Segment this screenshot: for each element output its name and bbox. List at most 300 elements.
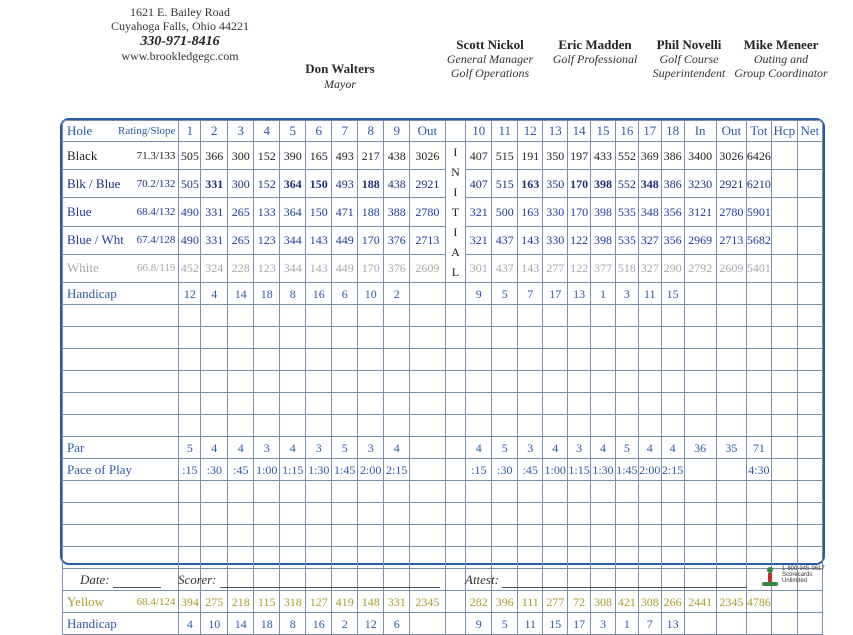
score-entry-cell[interactable]	[228, 415, 254, 437]
score-entry-cell[interactable]	[638, 305, 661, 327]
out-cell[interactable]	[410, 371, 445, 393]
score-entry-cell[interactable]	[228, 503, 254, 525]
score-entry-cell[interactable]	[254, 503, 280, 525]
score-entry-cell[interactable]	[615, 415, 638, 437]
attest-line[interactable]	[502, 587, 747, 588]
hcp-net-cell[interactable]	[797, 142, 822, 170]
score-entry-cell[interactable]	[492, 547, 518, 569]
score-entry-cell[interactable]	[280, 481, 306, 503]
score-entry-cell[interactable]	[543, 525, 568, 547]
total-cell[interactable]	[716, 393, 746, 415]
score-entry-cell[interactable]	[568, 349, 591, 371]
hcp-net-cell[interactable]	[771, 591, 797, 613]
hcp-net-cell[interactable]	[771, 283, 797, 305]
total-cell[interactable]	[746, 283, 771, 305]
score-entry-cell[interactable]	[228, 305, 254, 327]
player-name-cell[interactable]	[63, 305, 179, 327]
score-entry-cell[interactable]	[591, 415, 616, 437]
total-cell[interactable]	[684, 415, 716, 437]
score-entry-cell[interactable]	[518, 547, 543, 569]
score-entry-cell[interactable]	[568, 547, 591, 569]
player-name-cell[interactable]	[63, 393, 179, 415]
score-entry-cell[interactable]	[384, 371, 410, 393]
hcp-net-cell[interactable]	[797, 349, 822, 371]
score-entry-cell[interactable]	[518, 349, 543, 371]
score-entry-cell[interactable]	[280, 503, 306, 525]
score-entry-cell[interactable]	[568, 327, 591, 349]
out-cell[interactable]	[410, 349, 445, 371]
score-entry-cell[interactable]	[518, 327, 543, 349]
score-entry-cell[interactable]	[615, 327, 638, 349]
score-entry-cell[interactable]	[518, 525, 543, 547]
score-entry-cell[interactable]	[492, 393, 518, 415]
player-name-cell[interactable]	[63, 525, 179, 547]
score-entry-cell[interactable]	[638, 525, 661, 547]
score-entry-cell[interactable]	[280, 305, 306, 327]
hcp-net-cell[interactable]	[797, 283, 822, 305]
score-entry-cell[interactable]	[201, 415, 228, 437]
total-cell[interactable]	[684, 393, 716, 415]
date-field[interactable]	[80, 572, 161, 588]
score-entry-cell[interactable]	[492, 349, 518, 371]
score-entry-cell[interactable]	[201, 525, 228, 547]
score-entry-cell[interactable]	[254, 349, 280, 371]
initial-cell[interactable]	[445, 371, 466, 393]
score-entry-cell[interactable]	[306, 525, 332, 547]
hcp-net-cell[interactable]	[771, 459, 797, 481]
total-cell[interactable]	[716, 305, 746, 327]
hcp-net-cell[interactable]	[771, 415, 797, 437]
score-entry-cell[interactable]	[254, 481, 280, 503]
total-cell[interactable]	[746, 503, 771, 525]
score-entry-cell[interactable]	[280, 393, 306, 415]
score-entry-cell[interactable]	[543, 305, 568, 327]
hcp-net-cell[interactable]	[771, 481, 797, 503]
player-name-cell[interactable]	[63, 371, 179, 393]
total-cell[interactable]	[684, 547, 716, 569]
hcp-net-cell[interactable]	[797, 525, 822, 547]
total-cell[interactable]	[746, 305, 771, 327]
out-cell[interactable]	[410, 305, 445, 327]
score-entry-cell[interactable]	[201, 547, 228, 569]
score-entry-cell[interactable]	[179, 327, 201, 349]
score-entry-cell[interactable]	[543, 481, 568, 503]
score-entry-cell[interactable]	[466, 547, 492, 569]
score-entry-cell[interactable]	[492, 327, 518, 349]
score-entry-cell[interactable]	[568, 305, 591, 327]
total-cell[interactable]	[716, 415, 746, 437]
total-cell[interactable]	[716, 525, 746, 547]
score-entry-cell[interactable]	[201, 349, 228, 371]
initial-cell[interactable]	[445, 349, 466, 371]
score-entry-cell[interactable]	[638, 503, 661, 525]
score-entry-cell[interactable]	[306, 415, 332, 437]
score-entry-cell[interactable]	[358, 349, 384, 371]
hcp-net-cell[interactable]	[797, 591, 822, 613]
score-entry-cell[interactable]	[591, 503, 616, 525]
out-cell[interactable]	[410, 547, 445, 569]
total-cell[interactable]	[746, 415, 771, 437]
score-entry-cell[interactable]	[638, 547, 661, 569]
hcp-net-cell[interactable]	[797, 437, 822, 459]
score-entry-cell[interactable]	[358, 415, 384, 437]
out-cell[interactable]	[410, 481, 445, 503]
score-entry-cell[interactable]	[384, 525, 410, 547]
score-entry-cell[interactable]	[638, 393, 661, 415]
score-entry-cell[interactable]	[466, 393, 492, 415]
score-entry-cell[interactable]	[306, 371, 332, 393]
initial-cell[interactable]	[445, 569, 466, 591]
score-entry-cell[interactable]	[280, 525, 306, 547]
hcp-net-cell[interactable]	[797, 305, 822, 327]
score-entry-cell[interactable]	[332, 415, 358, 437]
score-entry-cell[interactable]	[306, 327, 332, 349]
total-cell[interactable]	[716, 327, 746, 349]
score-entry-cell[interactable]	[518, 305, 543, 327]
score-entry-cell[interactable]	[591, 349, 616, 371]
score-entry-cell[interactable]	[518, 481, 543, 503]
score-entry-cell[interactable]	[179, 503, 201, 525]
score-entry-cell[interactable]	[332, 525, 358, 547]
score-entry-cell[interactable]	[332, 547, 358, 569]
score-entry-cell[interactable]	[201, 393, 228, 415]
score-entry-cell[interactable]	[179, 525, 201, 547]
score-entry-cell[interactable]	[661, 393, 684, 415]
hcp-net-cell[interactable]	[797, 503, 822, 525]
score-entry-cell[interactable]	[228, 371, 254, 393]
score-entry-cell[interactable]	[518, 393, 543, 415]
total-cell[interactable]	[684, 305, 716, 327]
hcp-net-cell[interactable]	[797, 415, 822, 437]
score-entry-cell[interactable]	[201, 481, 228, 503]
score-entry-cell[interactable]	[280, 415, 306, 437]
score-entry-cell[interactable]	[179, 393, 201, 415]
score-entry-cell[interactable]	[543, 349, 568, 371]
hcp-net-cell[interactable]	[797, 327, 822, 349]
score-entry-cell[interactable]	[254, 393, 280, 415]
score-entry-cell[interactable]	[591, 305, 616, 327]
score-entry-cell[interactable]	[228, 547, 254, 569]
initial-cell[interactable]	[445, 481, 466, 503]
score-entry-cell[interactable]	[466, 305, 492, 327]
score-entry-cell[interactable]	[638, 349, 661, 371]
hcp-net-cell[interactable]	[771, 613, 797, 635]
score-entry-cell[interactable]	[306, 547, 332, 569]
score-entry-cell[interactable]	[466, 481, 492, 503]
score-entry-cell[interactable]	[358, 525, 384, 547]
score-entry-cell[interactable]	[615, 305, 638, 327]
hcp-net-cell[interactable]	[771, 198, 797, 226]
score-entry-cell[interactable]	[638, 481, 661, 503]
hcp-net-cell[interactable]	[797, 170, 822, 198]
score-entry-cell[interactable]	[492, 503, 518, 525]
hcp-net-cell[interactable]	[797, 198, 822, 226]
score-entry-cell[interactable]	[466, 371, 492, 393]
total-cell[interactable]	[716, 547, 746, 569]
score-entry-cell[interactable]	[179, 371, 201, 393]
score-entry-cell[interactable]	[384, 481, 410, 503]
score-entry-cell[interactable]	[280, 349, 306, 371]
hcp-net-cell[interactable]	[797, 393, 822, 415]
hcp-net-cell[interactable]	[771, 503, 797, 525]
hcp-net-cell[interactable]	[771, 170, 797, 198]
total-cell[interactable]	[716, 613, 746, 635]
score-entry-cell[interactable]	[384, 327, 410, 349]
score-entry-cell[interactable]	[591, 525, 616, 547]
score-entry-cell[interactable]	[179, 305, 201, 327]
player-name-cell[interactable]	[63, 481, 179, 503]
score-entry-cell[interactable]	[254, 547, 280, 569]
player-name-cell[interactable]	[63, 415, 179, 437]
score-entry-cell[interactable]	[332, 349, 358, 371]
score-entry-cell[interactable]	[638, 327, 661, 349]
initial-cell[interactable]	[445, 393, 466, 415]
score-entry-cell[interactable]	[492, 525, 518, 547]
score-entry-cell[interactable]	[306, 305, 332, 327]
score-entry-cell[interactable]	[179, 481, 201, 503]
score-entry-cell[interactable]	[384, 393, 410, 415]
score-entry-cell[interactable]	[492, 415, 518, 437]
score-entry-cell[interactable]	[466, 327, 492, 349]
score-entry-cell[interactable]	[661, 547, 684, 569]
out-cell[interactable]	[410, 503, 445, 525]
total-cell[interactable]	[684, 327, 716, 349]
value-cell: 3	[568, 437, 591, 459]
hcp-net-cell[interactable]	[797, 613, 822, 635]
score-entry-cell[interactable]	[591, 393, 616, 415]
score-entry-cell[interactable]	[492, 305, 518, 327]
score-entry-cell[interactable]	[358, 481, 384, 503]
total-cell[interactable]	[716, 371, 746, 393]
player-name-cell[interactable]	[63, 547, 179, 569]
score-entry-cell[interactable]	[358, 305, 384, 327]
hcp-net-cell[interactable]	[771, 525, 797, 547]
score-entry-cell[interactable]	[332, 371, 358, 393]
total-cell[interactable]	[716, 481, 746, 503]
score-entry-cell[interactable]	[568, 415, 591, 437]
score-entry-cell[interactable]	[332, 393, 358, 415]
total-cell[interactable]	[684, 503, 716, 525]
player-name-cell[interactable]	[63, 349, 179, 371]
score-entry-cell[interactable]	[518, 503, 543, 525]
score-entry-cell[interactable]	[179, 415, 201, 437]
hcp-net-cell[interactable]	[771, 371, 797, 393]
score-entry-cell[interactable]	[384, 305, 410, 327]
in-cell[interactable]	[684, 459, 716, 481]
total-cell[interactable]	[684, 481, 716, 503]
score-entry-cell[interactable]	[358, 371, 384, 393]
score-entry-cell[interactable]	[568, 503, 591, 525]
score-entry-cell[interactable]	[661, 415, 684, 437]
player-name-cell[interactable]	[63, 327, 179, 349]
score-entry-cell[interactable]	[492, 481, 518, 503]
score-entry-cell[interactable]	[179, 349, 201, 371]
score-entry-cell[interactable]	[568, 393, 591, 415]
yardage-cell: 170	[358, 226, 384, 254]
score-entry-cell[interactable]	[306, 349, 332, 371]
date-line[interactable]	[113, 587, 161, 588]
total-cell[interactable]	[746, 525, 771, 547]
score-entry-cell[interactable]	[332, 481, 358, 503]
out-cell[interactable]	[410, 613, 445, 635]
score-entry-cell[interactable]	[384, 415, 410, 437]
out-cell[interactable]	[410, 459, 445, 481]
out-cell[interactable]	[410, 415, 445, 437]
hcp-net-cell[interactable]	[797, 371, 822, 393]
score-entry-cell[interactable]	[384, 503, 410, 525]
score-entry-cell[interactable]	[492, 371, 518, 393]
score-entry-cell[interactable]	[543, 371, 568, 393]
total-cell[interactable]	[746, 371, 771, 393]
score-entry-cell[interactable]	[254, 525, 280, 547]
score-entry-cell[interactable]	[179, 547, 201, 569]
player-name-cell[interactable]	[63, 503, 179, 525]
score-entry-cell[interactable]	[332, 327, 358, 349]
score-entry-cell[interactable]	[591, 327, 616, 349]
initial-cell[interactable]	[445, 525, 466, 547]
score-entry-cell[interactable]	[228, 327, 254, 349]
hcp-net-cell[interactable]	[771, 305, 797, 327]
score-entry-cell[interactable]	[228, 393, 254, 415]
score-entry-cell[interactable]	[358, 393, 384, 415]
total-cell[interactable]	[684, 613, 716, 635]
score-entry-cell[interactable]	[201, 371, 228, 393]
hcp-net-cell[interactable]	[771, 437, 797, 459]
hcp-net-cell[interactable]	[797, 481, 822, 503]
hcp-net-cell[interactable]	[797, 459, 822, 481]
score-entry-cell[interactable]	[615, 349, 638, 371]
score-entry-cell[interactable]	[466, 415, 492, 437]
score-entry-cell[interactable]	[358, 503, 384, 525]
score-entry-cell[interactable]	[254, 415, 280, 437]
score-entry-cell[interactable]	[638, 415, 661, 437]
total-cell[interactable]	[716, 503, 746, 525]
total-cell[interactable]	[684, 283, 716, 305]
score-entry-cell[interactable]	[358, 547, 384, 569]
scorer-line[interactable]	[220, 587, 440, 588]
score-entry-cell[interactable]	[591, 371, 616, 393]
total-cell[interactable]	[684, 525, 716, 547]
score-entry-cell[interactable]	[466, 349, 492, 371]
score-entry-cell[interactable]	[615, 481, 638, 503]
total-cell[interactable]	[746, 481, 771, 503]
score-entry-cell[interactable]	[254, 371, 280, 393]
value-cell: 7	[638, 613, 661, 635]
score-entry-cell[interactable]	[280, 327, 306, 349]
score-entry-cell[interactable]	[228, 481, 254, 503]
attest-field[interactable]	[465, 572, 747, 588]
score-entry-cell[interactable]	[280, 547, 306, 569]
total-cell[interactable]	[716, 283, 746, 305]
yardage-cell: 364	[280, 198, 306, 226]
score-entry-cell[interactable]	[615, 371, 638, 393]
score-entry-cell[interactable]	[518, 415, 543, 437]
out-cell[interactable]	[716, 459, 746, 481]
score-entry-cell[interactable]	[568, 481, 591, 503]
score-entry-cell[interactable]	[201, 305, 228, 327]
score-entry-cell[interactable]	[254, 305, 280, 327]
total-cell[interactable]	[684, 349, 716, 371]
initial-cell[interactable]	[445, 415, 466, 437]
score-entry-cell[interactable]	[332, 305, 358, 327]
score-entry-cell[interactable]	[332, 503, 358, 525]
score-entry-cell[interactable]	[201, 327, 228, 349]
out-cell[interactable]	[410, 327, 445, 349]
hcp-net-cell[interactable]	[797, 254, 822, 282]
score-entry-cell[interactable]	[466, 503, 492, 525]
score-entry-cell[interactable]	[661, 525, 684, 547]
score-entry-cell[interactable]	[661, 371, 684, 393]
score-entry-cell[interactable]	[280, 371, 306, 393]
score-entry-cell[interactable]	[228, 349, 254, 371]
score-entry-cell[interactable]	[591, 547, 616, 569]
score-entry-cell[interactable]	[615, 525, 638, 547]
hcp-net-cell[interactable]	[771, 226, 797, 254]
score-entry-cell[interactable]	[543, 393, 568, 415]
score-entry-cell[interactable]	[568, 525, 591, 547]
hcp-net-cell[interactable]	[797, 226, 822, 254]
total-cell[interactable]	[716, 349, 746, 371]
score-entry-cell[interactable]	[661, 305, 684, 327]
hcp-net-cell[interactable]	[771, 327, 797, 349]
hcp-net-cell[interactable]	[771, 393, 797, 415]
score-entry-cell[interactable]	[358, 327, 384, 349]
out-cell[interactable]	[410, 525, 445, 547]
score-entry-cell[interactable]	[568, 371, 591, 393]
score-entry-cell[interactable]	[543, 503, 568, 525]
hcp-net-cell[interactable]	[771, 349, 797, 371]
score-entry-cell[interactable]	[661, 503, 684, 525]
score-entry-cell[interactable]	[543, 547, 568, 569]
total-cell[interactable]	[746, 349, 771, 371]
total-cell[interactable]	[746, 613, 771, 635]
out-cell[interactable]	[410, 437, 445, 459]
score-entry-cell[interactable]	[466, 525, 492, 547]
score-entry-cell[interactable]	[306, 481, 332, 503]
initial-cell[interactable]	[445, 327, 466, 349]
score-entry-cell[interactable]	[661, 327, 684, 349]
out-cell[interactable]	[410, 283, 445, 305]
total-cell[interactable]	[746, 393, 771, 415]
score-entry-cell[interactable]	[615, 503, 638, 525]
hcp-net-cell[interactable]	[771, 254, 797, 282]
score-entry-cell[interactable]	[615, 393, 638, 415]
score-entry-cell[interactable]	[306, 393, 332, 415]
out-cell[interactable]	[410, 393, 445, 415]
score-entry-cell[interactable]	[661, 349, 684, 371]
scorer-field[interactable]	[178, 572, 440, 588]
score-entry-cell[interactable]	[254, 327, 280, 349]
score-entry-cell[interactable]	[543, 415, 568, 437]
initial-cell[interactable]	[445, 547, 466, 569]
total-cell[interactable]	[684, 371, 716, 393]
score-entry-cell[interactable]	[615, 547, 638, 569]
initial-cell[interactable]	[445, 305, 466, 327]
score-entry-cell[interactable]	[638, 371, 661, 393]
score-entry-cell[interactable]	[384, 547, 410, 569]
score-entry-cell[interactable]	[228, 525, 254, 547]
score-entry-cell[interactable]	[384, 349, 410, 371]
score-entry-cell[interactable]	[591, 481, 616, 503]
initial-cell[interactable]	[445, 503, 466, 525]
total-cell[interactable]	[746, 327, 771, 349]
score-entry-cell[interactable]	[661, 481, 684, 503]
hcp-net-cell[interactable]	[771, 142, 797, 170]
score-entry-cell[interactable]	[306, 503, 332, 525]
score-entry-cell[interactable]	[543, 327, 568, 349]
score-entry-cell[interactable]	[201, 503, 228, 525]
score-entry-cell[interactable]	[518, 371, 543, 393]
